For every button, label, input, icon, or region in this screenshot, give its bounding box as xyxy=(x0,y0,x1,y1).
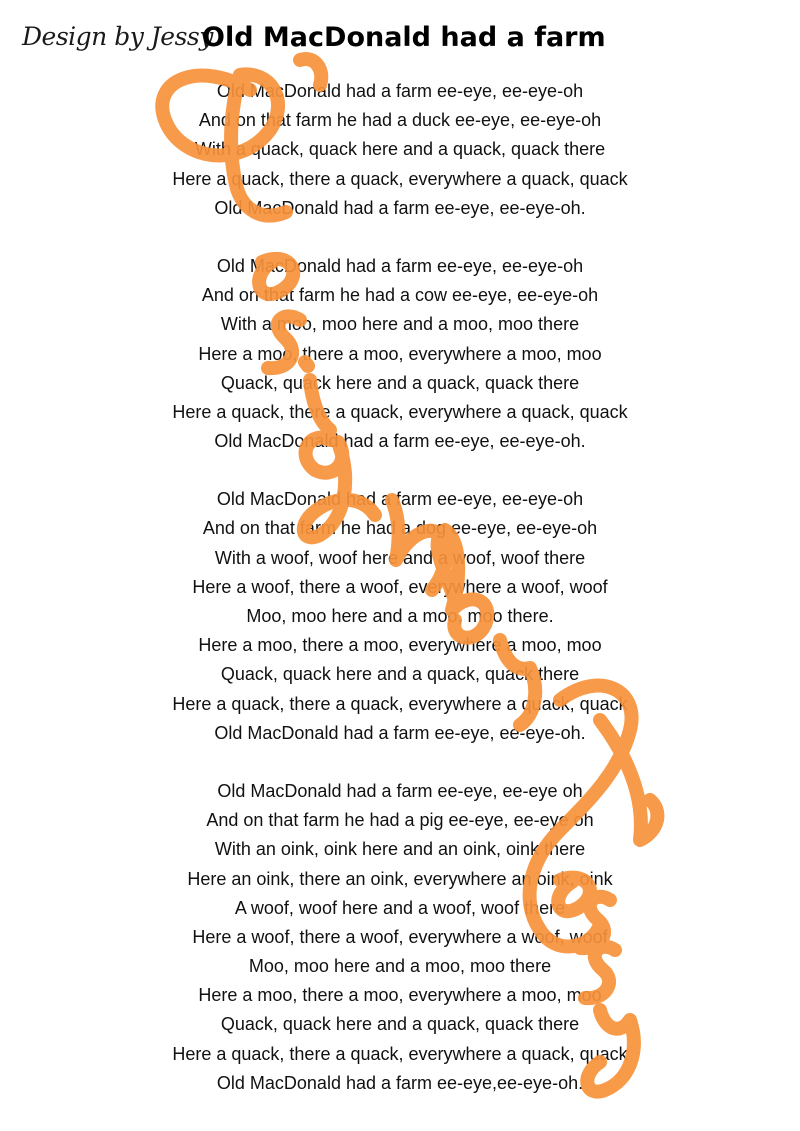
lyric-line: And on that farm he had a cow ee-eye, ee-eye-oh xyxy=(201,285,599,306)
lyric-line: Old MacDonald had a farm ee-eye, ee-eye-oh. xyxy=(214,722,586,743)
lyric-line: Old MacDonald had a farm ee-eye, ee-eye-oh xyxy=(216,255,584,276)
lyric-line: With a woof, woof here and a woof, woof there xyxy=(214,547,586,568)
lyric-line: Here a moo, there a moo, everywhere a moo, moo xyxy=(198,343,602,364)
lyric-line: Old MacDonald had a farm ee-eye,ee-eye-oh. xyxy=(216,1072,584,1093)
lyric-line: And on that farm he had a pig ee-eye, ee-eye oh xyxy=(206,810,594,831)
verse-3 xyxy=(0,485,800,748)
lyric-line: Old MacDonald had a farm ee-eye, ee-eye-oh xyxy=(216,489,584,510)
lyric-line: Here a woof, there a woof, everywhere a woof, woof xyxy=(192,926,608,947)
lyric-line: Here a moo, there a moo, everywhere a moo, moo xyxy=(198,985,602,1006)
lyrics-body xyxy=(0,77,800,1127)
lyric-line: And on that farm he had a dog ee-eye, ee-eye-oh xyxy=(202,518,598,539)
lyric-line: And on that farm he had a duck ee-eye, ee-eye-oh xyxy=(198,110,602,131)
lyric-line: With a moo, moo here and a moo, moo there xyxy=(220,314,580,335)
lyric-line: Moo, moo here and a moo, moo there. xyxy=(246,606,554,626)
lyric-line: Old MacDonald had a farm ee-eye, ee-eye oh xyxy=(217,780,583,801)
brand-signature: Design by Jessy xyxy=(22,22,213,51)
lyric-line: With an oink, oink here and an oink, oink there xyxy=(214,839,586,860)
lyric-line: Old MacDonald had a farm ee-eye, ee-eye-oh xyxy=(216,81,584,101)
lyric-line: With a quack, quack here and a quack, quack there xyxy=(194,139,606,160)
lyric-line: Here a quack, there a quack, everywhere a quack, quack xyxy=(172,401,628,422)
lyric-line: Here a quack, there a quack, everywhere a quack, quack xyxy=(172,168,628,189)
lyric-line: Quack, quack here and a quack, quack there xyxy=(220,372,580,393)
lyric-line: Moo, moo here and a moo, moo there xyxy=(248,956,552,977)
lyric-line: Here a woof, there a woof, everywhere a woof, woof xyxy=(192,576,608,597)
lyric-line: Quack, quack here and a quack, quack there xyxy=(220,664,580,685)
lyric-line: A woof, woof here and a woof, woof there xyxy=(234,897,566,918)
lyric-line: Here a quack, there a quack, everywhere a quack, quack xyxy=(172,693,628,714)
verse-2 xyxy=(0,252,800,456)
lyric-line: Old MacDonald had a farm ee-eye, ee-eye-oh. xyxy=(214,431,586,452)
lyric-line: Old MacDonald had a farm ee-eye, ee-eye-oh. xyxy=(214,197,586,218)
lyric-line: Here a moo, there a moo, everywhere a moo, moo xyxy=(198,635,602,656)
lyric-line: Here a quack, there a quack, everywhere a quack, quack xyxy=(172,1043,628,1064)
verse-1 xyxy=(0,77,800,223)
page-title: Old MacDonald had a farm xyxy=(202,22,606,53)
lyric-line: Here an oink, there an oink, everywhere an oink, oink xyxy=(187,868,613,889)
verse-4 xyxy=(0,777,800,1098)
lyric-line: Quack, quack here and a quack, quack there xyxy=(220,1014,580,1035)
